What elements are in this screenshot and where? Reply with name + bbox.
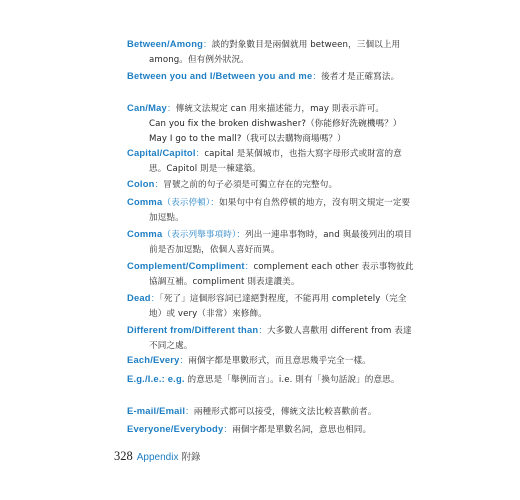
entry-term: Between you and I/Between you and me [127,70,313,81]
entry-separator: ： [244,262,254,272]
entry-text: 「死了」這個形容詞已達絕對程度，不能再用 completely（完全地）或 very（非常）來修飾。 [149,294,407,319]
entry-text: capital 是某個城市，也指大寫字母形式或財富的意思。Capitol 則是一棟建築。 [149,149,402,174]
appendix-label-zh: 附錄 [181,452,201,463]
entry-text: 談的對象數目是兩個就用 between，三個以上用 among。但有例外狀況。 [149,40,401,65]
page-number: 328 [114,449,133,463]
entry-everyone-everybody [127,421,417,438]
entry-dead [127,290,417,322]
entry-text: 的意思是「舉例而言」。i.e. 則有「換句話說」的意思。 [187,375,400,385]
entry-term: Comma [127,196,163,207]
entry-text: complement each other 表示事物彼此協調互補。compliment 則表達讚美。 [149,262,414,287]
entry-term: Dead [127,292,151,303]
entry-separator: ： [154,180,164,190]
entry-term: Can/May [127,102,167,113]
entry-email [127,403,417,420]
entry-eg-ie [127,371,417,388]
entry-text: 冒號之前的句子必須是可獨立存在的完整句。 [163,180,338,190]
entry-between-you-and-me [127,68,417,85]
entry-separator: ： [150,294,160,304]
entry-separator: ： [203,40,212,50]
entry-text: 大多數人喜歡用 different from 表達不同之處。 [149,326,412,351]
entry-separator: ： [179,356,189,366]
example-sentence: May I go to the mall?（我可以去購物商場嗎？） [149,134,346,144]
entry-term: Complement/Compliment [127,260,245,271]
entry-separator: （表示停頓）： [162,198,219,208]
entry-text: 兩種形式都可以接受，傳統文法比較喜歡前者。 [193,407,377,417]
entry-term: E.g./I.e.: e.g. [127,373,185,384]
entry-separator: ： [223,425,233,435]
entry-text: 兩個字都是單數名詞，意思也相同。 [232,425,372,435]
entry-between-among [127,36,417,68]
entry-text: 後者才是正確寫法。 [321,72,400,82]
entry-term: Colon [127,178,155,189]
entry-term: Each/Every [127,354,180,365]
appendix-label: Appendix [136,452,179,463]
entry-text: 如果句中有自然停頓的地方，沒有明文規定一定要加逗點。 [149,198,411,223]
entry-term: E-mail/Email [127,405,186,416]
entry-each-every [127,352,417,369]
entry-separator: ： [166,104,176,114]
entry-different-from [127,322,417,354]
entry-term: Capital/Capitol [127,147,196,158]
entry-separator: ： [195,149,205,159]
entry-colon [127,176,417,193]
example-sentence: Can you fix the broken dishwasher?（你能修好洗碗機嗎？） [149,119,402,129]
entry-separator: ： [185,407,194,417]
entry-term: Between/Among [127,38,204,49]
entry-can-may [127,100,417,147]
entry-term: Comma [127,228,163,239]
entry-term: Different from/Different than [127,324,259,335]
entry-text: 傳統文法規定 can 用來描述能力，may 則表示許可。 [175,104,385,114]
page-footer [114,449,200,464]
entry-term: Everyone/Everybody [127,423,224,434]
entry-text: 兩個字都是單數形式，而且意思幾乎完全一樣。 [188,356,371,366]
entry-complement-compliment [127,258,417,290]
entry-capital-capitol [127,145,417,177]
entry-text: 列出一連串事物時，and 與最後列出的項目前是否加逗點，依個人喜好而異。 [149,230,413,255]
entry-comma-pause [127,194,417,226]
entry-separator: （表示列舉事項時）： [162,230,246,240]
entry-separator: ： [258,326,268,336]
entry-comma-list [127,226,417,258]
entry-separator: ： [312,72,322,82]
